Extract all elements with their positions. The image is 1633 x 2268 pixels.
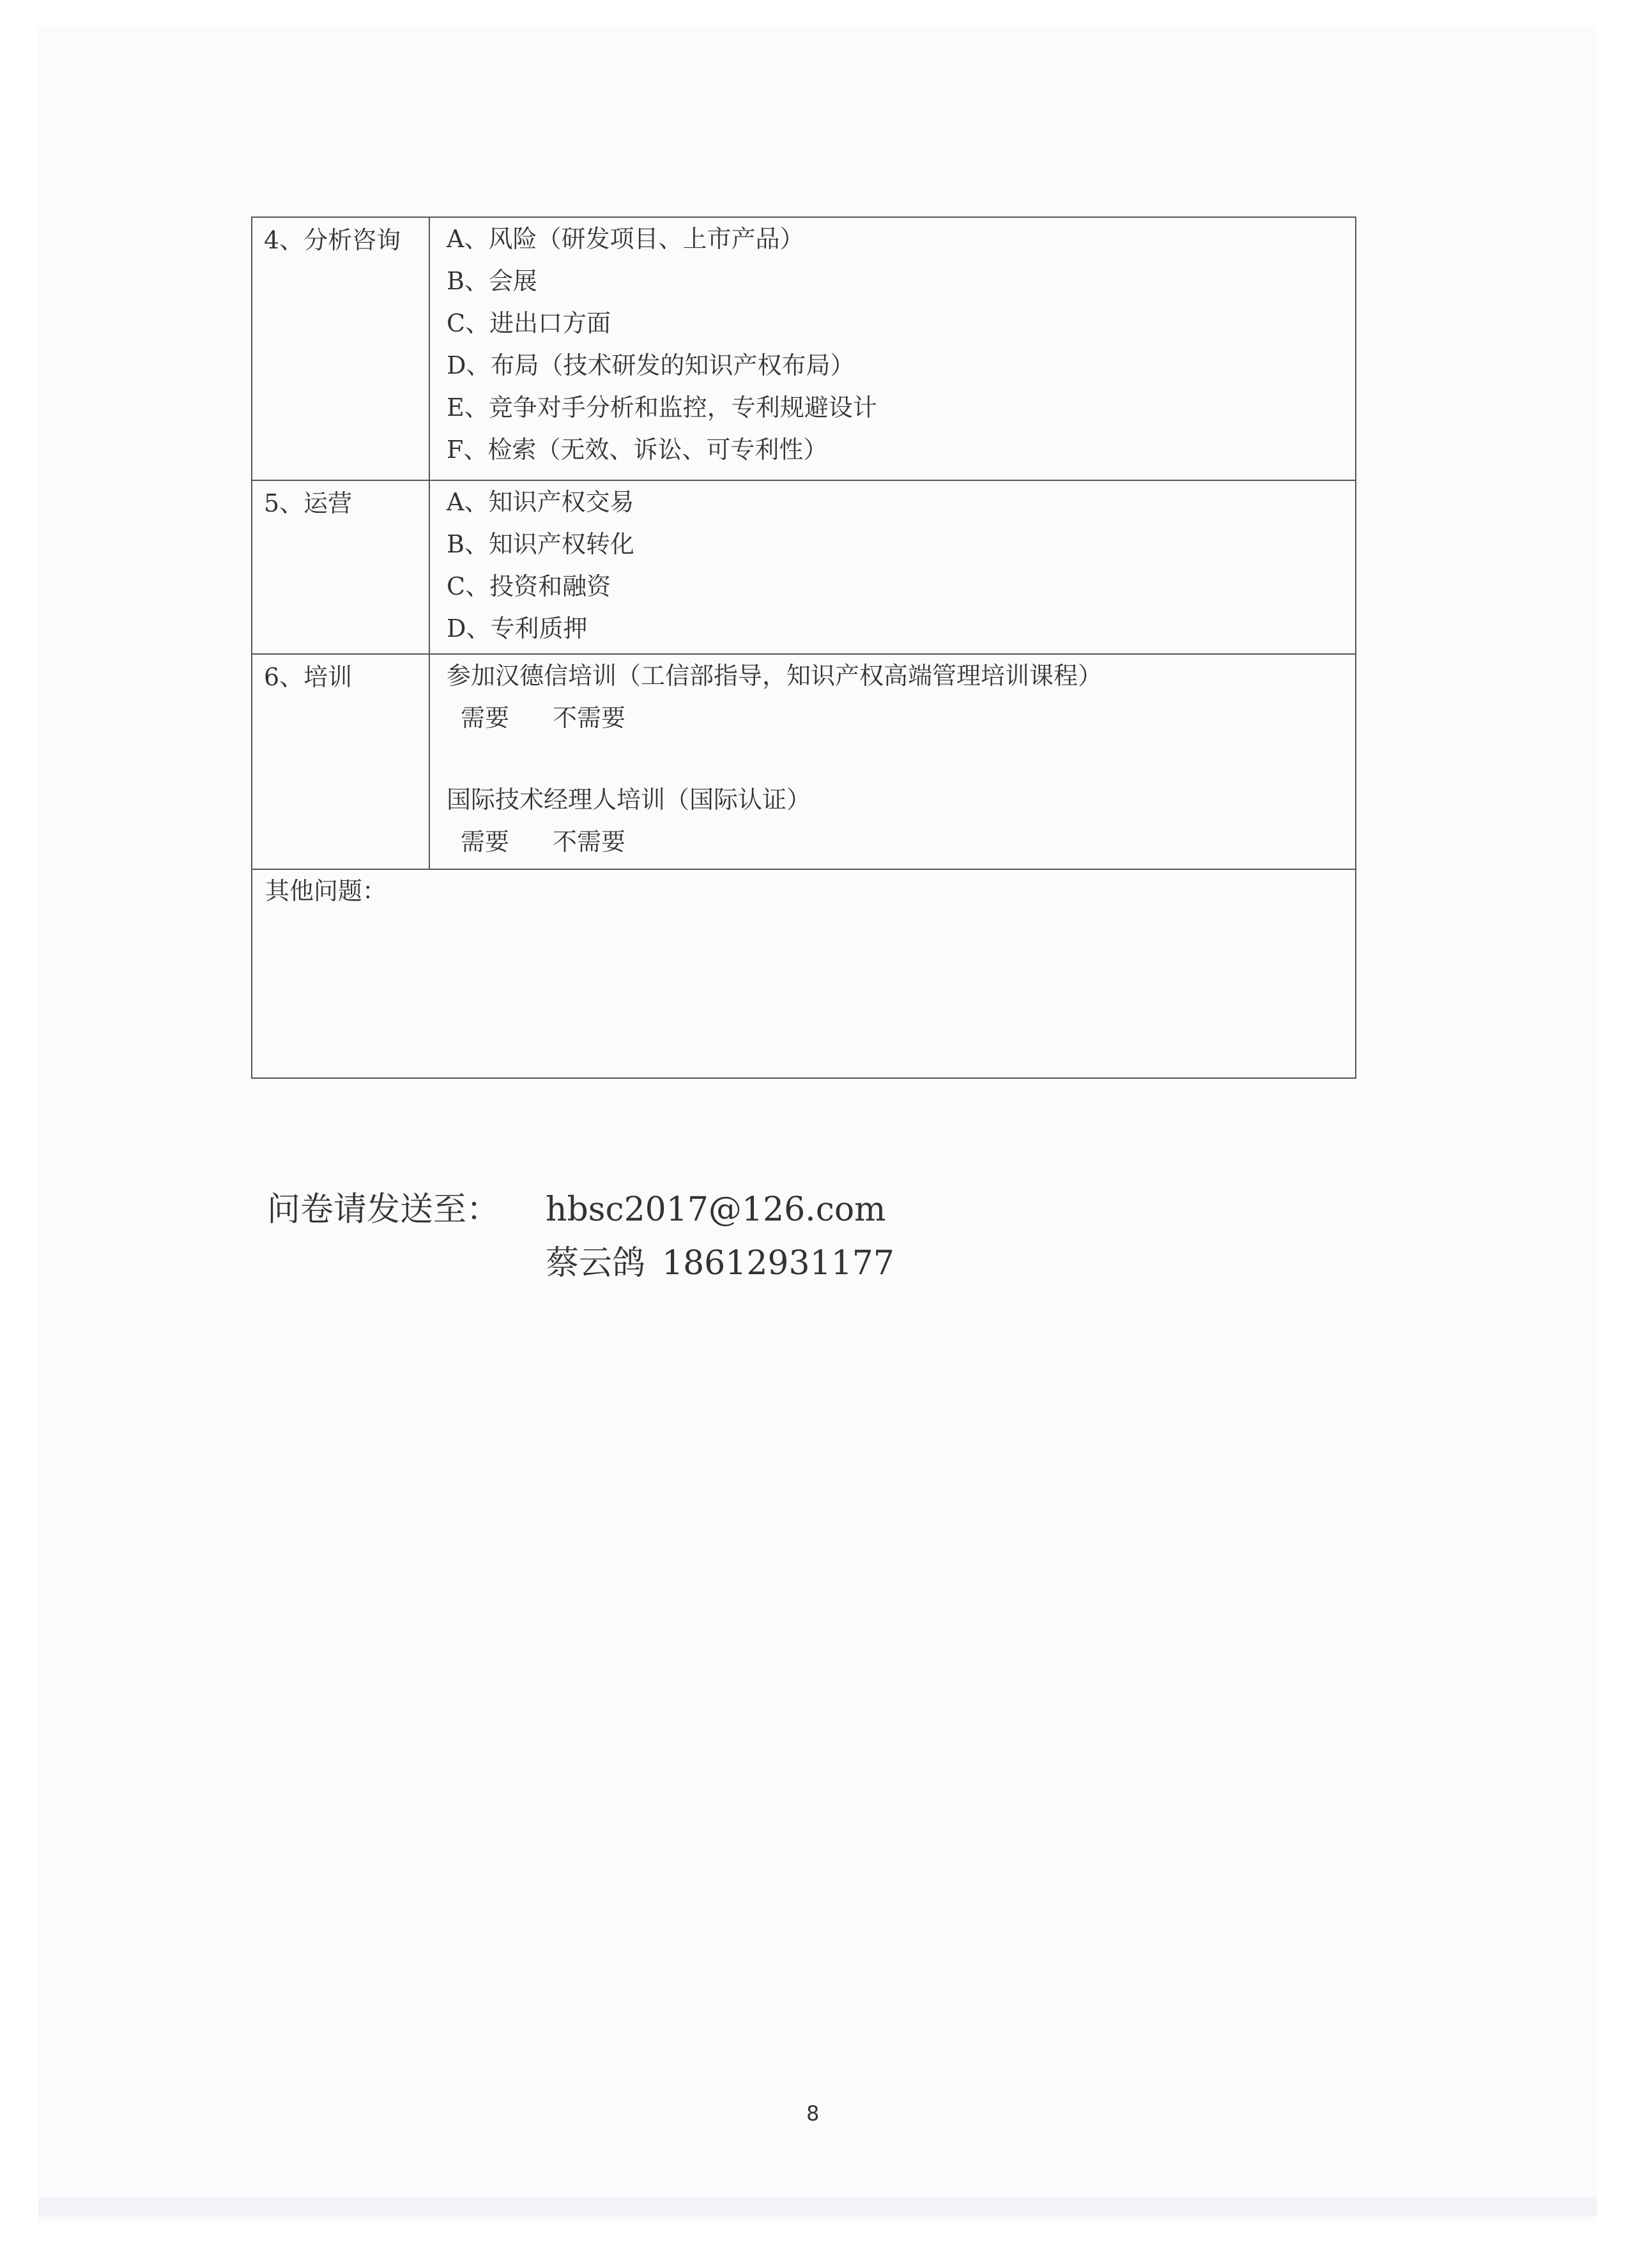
other-questions-label: 其他问题： xyxy=(265,877,387,905)
option-item: D、专利质押 xyxy=(447,614,588,643)
choice-no[interactable]: 不需要 xyxy=(553,828,626,856)
option-item: C、进出口方面 xyxy=(447,309,611,337)
option-item: B、知识产权转化 xyxy=(447,530,634,558)
option-item: C、投资和融资 xyxy=(447,572,611,600)
option-item: A、风险（研发项目、上市产品） xyxy=(447,225,804,253)
option-item: D、布局（技术研发的知识产权布局） xyxy=(447,351,855,379)
category-label: 5、运营 xyxy=(264,489,353,517)
other-questions-cell[interactable] xyxy=(252,869,1356,1078)
send-to-line xyxy=(267,1188,885,1231)
choice-no[interactable]: 不需要 xyxy=(553,704,626,732)
option-item: E、竞争对手分析和监控，专利规避设计 xyxy=(447,393,877,422)
option-item: A、知识产权交易 xyxy=(447,488,634,516)
send-label: 问卷请发送至： xyxy=(267,1191,500,1229)
options-cell xyxy=(429,217,1356,480)
category-cell xyxy=(252,217,429,480)
training-item xyxy=(447,655,1355,739)
table-row-training xyxy=(252,654,1356,869)
email-address[interactable]: hbsc2017@126.com xyxy=(546,1191,886,1229)
choice-yes[interactable]: 需要 xyxy=(461,828,510,856)
spacer xyxy=(447,739,1355,779)
category-label: 4、分析咨询 xyxy=(264,226,401,254)
questionnaire-table xyxy=(251,217,1356,1079)
training-title: 参加汉德信培训（工信部指导，知识产权高端管理培训课程） xyxy=(447,662,1103,690)
contact-line xyxy=(546,1242,894,1285)
training-title: 国际技术经理人培训（国际认证） xyxy=(447,786,811,814)
contact-phone: 18612931177 xyxy=(662,1244,894,1282)
training-item xyxy=(447,779,1355,863)
contact-name: 蔡云鸽 xyxy=(546,1244,646,1282)
training-cell xyxy=(429,654,1356,869)
page-number: 8 xyxy=(806,2101,820,2126)
category-cell xyxy=(252,654,429,869)
table-row-other xyxy=(252,869,1356,1078)
category-label: 6、培训 xyxy=(264,663,353,691)
choice-yes[interactable]: 需要 xyxy=(461,704,510,732)
category-cell xyxy=(252,480,429,654)
choice-row xyxy=(447,821,1355,863)
option-list xyxy=(430,218,1355,471)
options-cell xyxy=(429,480,1356,654)
choice-row xyxy=(447,697,1355,739)
table-row-operations xyxy=(252,480,1356,654)
table-row-analysis xyxy=(252,217,1356,480)
scan-edge xyxy=(38,2197,1597,2216)
option-item: B、会展 xyxy=(447,267,537,295)
option-item: F、检索（无效、诉讼、可专利性） xyxy=(447,436,828,464)
option-list xyxy=(430,481,1355,650)
